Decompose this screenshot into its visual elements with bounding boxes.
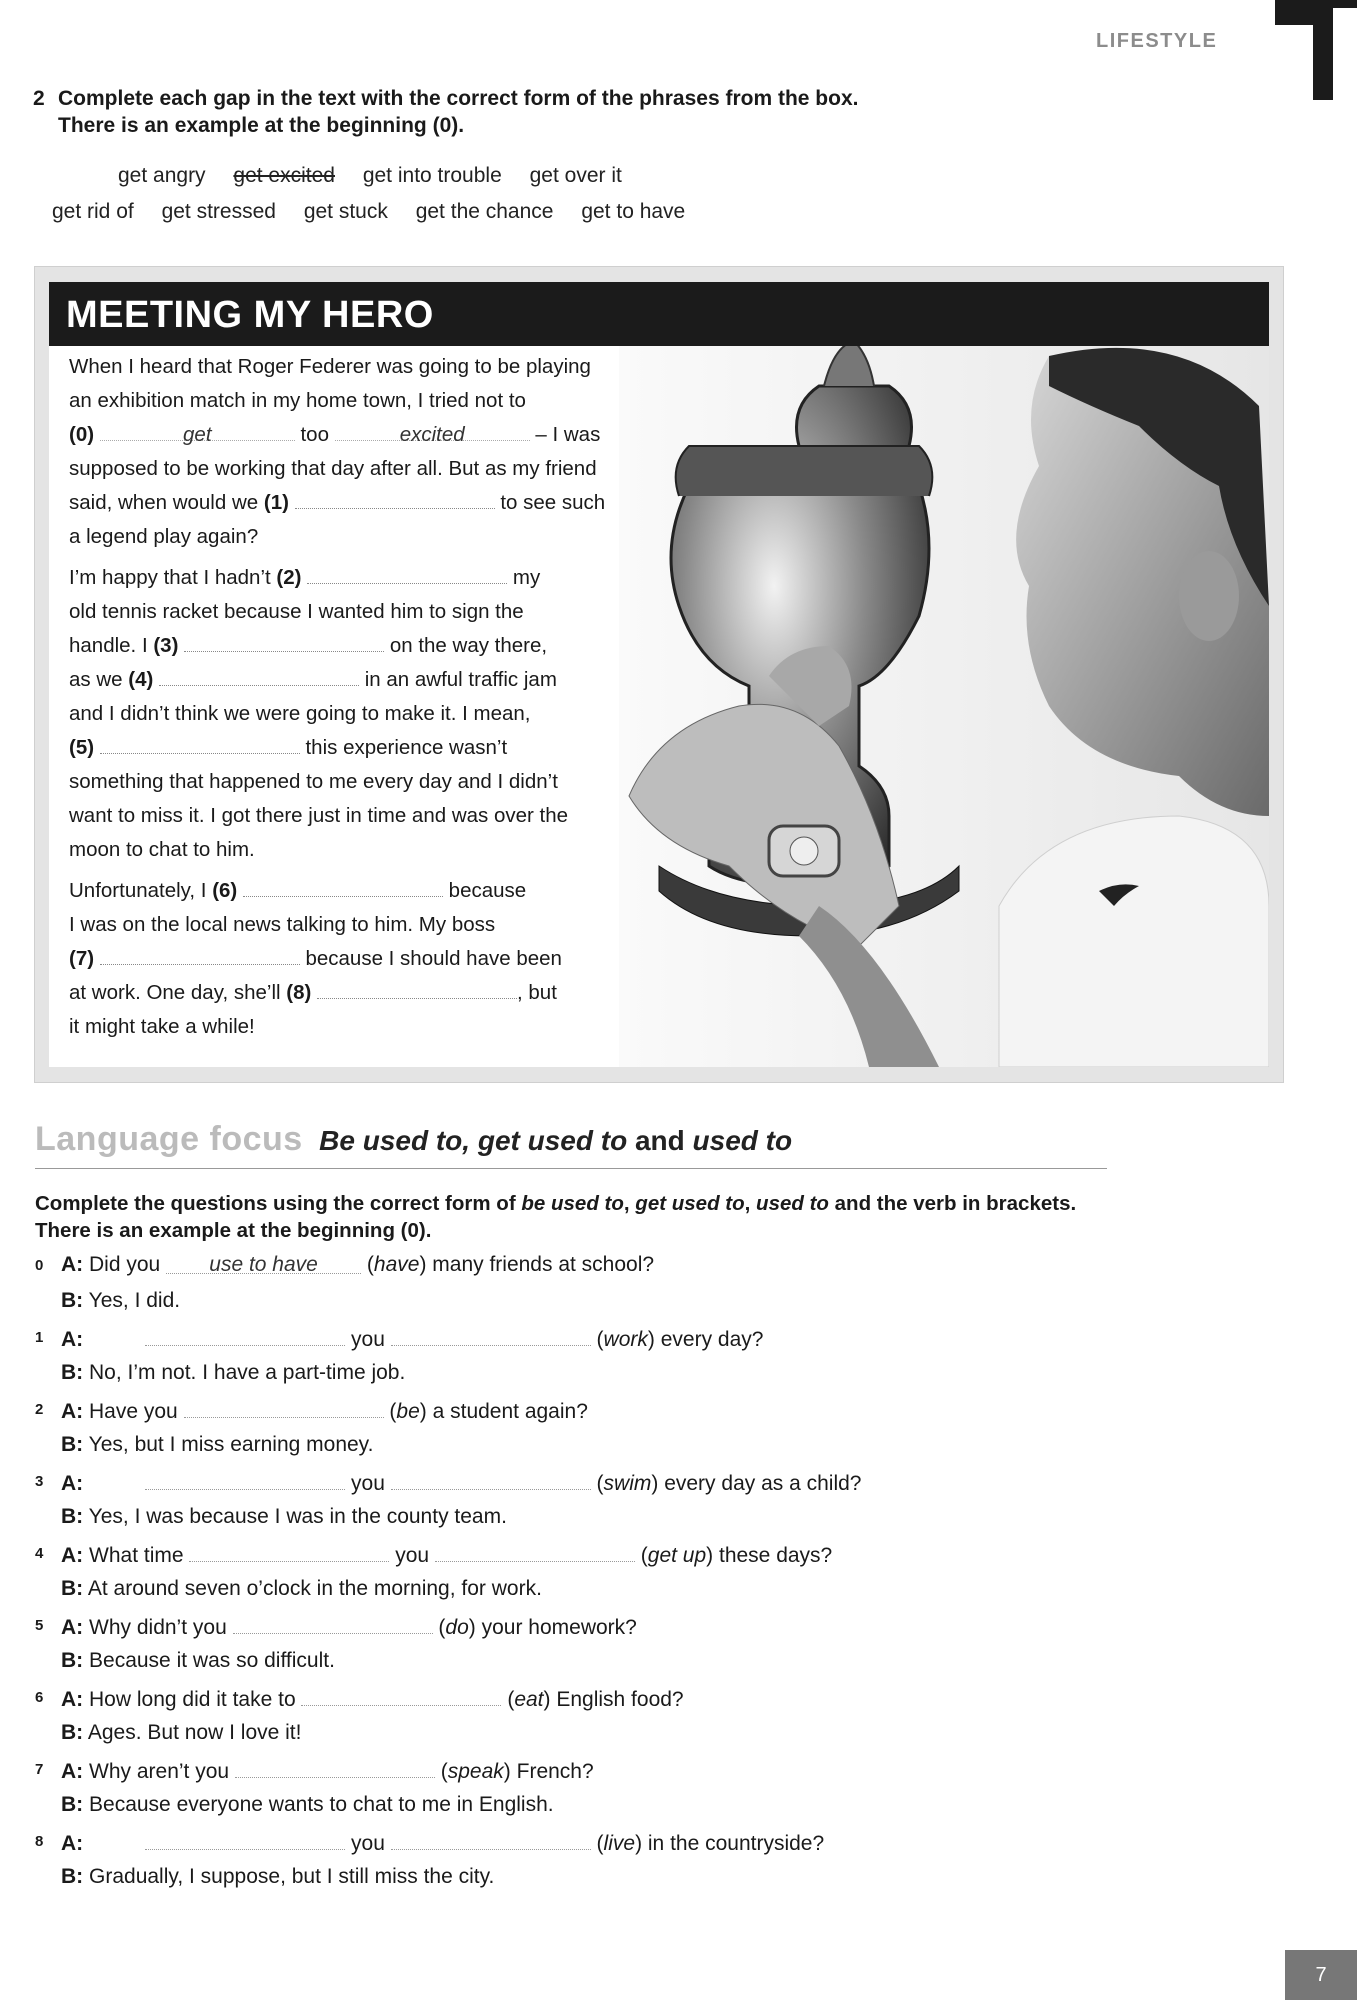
text: you bbox=[351, 1328, 385, 1351]
text: something that happened to me every day and I didn’t bbox=[69, 770, 558, 793]
section-label: LIFESTYLE bbox=[1096, 30, 1218, 52]
gap-0-example: excited bbox=[335, 418, 530, 441]
answer-blank[interactable] bbox=[435, 1541, 635, 1562]
question-item: 6 A: How long did it take to (eat) English food? B: Ages. But now I love it! bbox=[35, 1685, 1135, 1757]
language-focus-title bbox=[319, 1125, 792, 1156]
exercise-number: 2 bbox=[33, 87, 45, 110]
a-label: A: bbox=[61, 1832, 84, 1855]
title-part: Be used to, get used to bbox=[319, 1125, 628, 1156]
text: to see such bbox=[500, 491, 606, 514]
gap-6-blank[interactable] bbox=[243, 874, 443, 897]
text: handle. I bbox=[69, 634, 148, 657]
answer-blank[interactable] bbox=[235, 1757, 435, 1778]
text: Ages. But now I love it! bbox=[87, 1721, 302, 1744]
text: get used to bbox=[635, 1192, 745, 1215]
answer-blank[interactable] bbox=[301, 1685, 501, 1706]
language-focus-instruction: Complete the questions using the correct form of be used to, get used to, used to and the verb in brackets. There is an example at the beginning (0). bbox=[35, 1192, 1077, 1242]
phrase: get stuck bbox=[303, 200, 388, 223]
a-label: A: bbox=[61, 1472, 84, 1495]
verb: swim bbox=[603, 1472, 652, 1495]
text: this experience wasn’t bbox=[305, 736, 508, 759]
question-number: 1 bbox=[35, 1329, 44, 1346]
text: you bbox=[351, 1472, 385, 1495]
b-label: B: bbox=[61, 1865, 84, 1888]
text: Because everyone wants to chat to me in English. bbox=[89, 1793, 554, 1816]
text: How long did it take to bbox=[89, 1688, 296, 1711]
a-label: A: bbox=[61, 1616, 84, 1639]
answer-blank[interactable] bbox=[391, 1829, 591, 1850]
text: Why aren’t you bbox=[89, 1760, 230, 1783]
text: – I was bbox=[535, 423, 601, 446]
phrase: get into trouble bbox=[362, 164, 502, 187]
text: said, when would we bbox=[69, 491, 259, 514]
page-number: 7 bbox=[1285, 1950, 1357, 2000]
text: No, I’m not. I have a part-time job. bbox=[89, 1361, 406, 1384]
text: Yes, I was because I was in the county team. bbox=[88, 1505, 507, 1528]
text: at work. One day, she’ll bbox=[69, 981, 281, 1004]
example-answer: use to have bbox=[166, 1253, 361, 1274]
a-label: A: bbox=[61, 1400, 84, 1423]
text: Unfortunately, I bbox=[69, 879, 207, 902]
gap-number: (5) bbox=[69, 736, 95, 759]
text: as we bbox=[69, 668, 123, 691]
text: these days? bbox=[718, 1544, 833, 1567]
phrase: get to have bbox=[581, 200, 686, 223]
answer-blank[interactable] bbox=[391, 1325, 591, 1346]
gap-number: (3) bbox=[153, 634, 179, 657]
question-item: 4 A: What time you (get up) these days? B: At around seven o’clock in the morning, for work. bbox=[35, 1541, 1135, 1613]
verb: have bbox=[373, 1253, 420, 1276]
title-part: used to bbox=[692, 1125, 793, 1156]
text: every day? bbox=[660, 1328, 764, 1351]
b-label: B: bbox=[61, 1361, 84, 1384]
gap-number: (1) bbox=[263, 491, 289, 514]
instruction-line-1: Complete each gap in the text with the correct form of the phrases from the box. bbox=[58, 87, 859, 110]
question-item: 2 A: Have you (be) a student again? B: Yes, but I miss earning money. bbox=[35, 1397, 1135, 1469]
verb: do bbox=[445, 1616, 469, 1639]
a-label: A: bbox=[61, 1328, 84, 1351]
text: many friends at school? bbox=[432, 1253, 655, 1276]
gap-3-blank[interactable] bbox=[184, 629, 384, 652]
gap-number: (0) bbox=[69, 423, 95, 446]
text: When I heard that Roger Federer was going to be playing bbox=[69, 355, 591, 378]
exercise-2-instruction bbox=[33, 85, 1033, 139]
text: and I didn’t think we were going to make it. I mean, bbox=[69, 702, 531, 725]
question-item: 8 A: you (live) in the countryside? B: Gradually, I suppose, but I still miss the city. bbox=[35, 1829, 1135, 1901]
gap-number: (4) bbox=[128, 668, 154, 691]
trophy-kiss-photo bbox=[619, 346, 1269, 1067]
verb: work bbox=[603, 1328, 648, 1351]
phrase-box-row-1 bbox=[118, 164, 644, 188]
verb: be bbox=[396, 1400, 420, 1423]
divider bbox=[35, 1168, 1107, 1169]
answer-blank[interactable] bbox=[184, 1397, 384, 1418]
verb: eat bbox=[514, 1688, 544, 1711]
b-label: B: bbox=[61, 1577, 84, 1600]
b-label: B: bbox=[61, 1793, 84, 1816]
article-body bbox=[49, 346, 1269, 1067]
text: Did you bbox=[89, 1253, 161, 1276]
question-item: 5 A: Why didn’t you (do) your homework? B: Because it was so difficult. bbox=[35, 1613, 1135, 1685]
phrase: get angry bbox=[118, 164, 206, 187]
text: in an awful traffic jam bbox=[364, 668, 557, 691]
text: you bbox=[351, 1832, 385, 1855]
gap-number: (8) bbox=[286, 981, 312, 1004]
question-number: 0 bbox=[35, 1257, 44, 1274]
text: Complete the questions using the correct form of bbox=[35, 1192, 516, 1215]
verb: speak bbox=[447, 1760, 504, 1783]
b-label: B: bbox=[61, 1289, 84, 1312]
text: because I should have been bbox=[305, 947, 562, 970]
text: in the countryside? bbox=[647, 1832, 825, 1855]
question-item: 7 A: Why aren’t you (speak) French? B: Because everyone wants to chat to me in English. bbox=[35, 1757, 1135, 1829]
a-label: A: bbox=[61, 1544, 84, 1567]
text: because bbox=[448, 879, 527, 902]
text: I was on the local news talking to him. My boss bbox=[69, 913, 496, 936]
text: Because it was so difficult. bbox=[89, 1649, 335, 1672]
text: too bbox=[300, 423, 329, 446]
text: your homework? bbox=[481, 1616, 637, 1639]
a-label: A: bbox=[61, 1253, 84, 1276]
answer-blank[interactable] bbox=[145, 1829, 345, 1850]
article-title: MEETING MY HERO bbox=[66, 294, 434, 336]
svg-text:1: 1 bbox=[1345, 60, 1346, 61]
text: my bbox=[512, 566, 541, 589]
question-number: 7 bbox=[35, 1761, 44, 1778]
gap-0-example: get bbox=[100, 418, 295, 441]
article-panel bbox=[34, 266, 1284, 1083]
instruction-line-2: There is an example at the beginning (0). bbox=[58, 114, 465, 137]
answer-blank[interactable] bbox=[391, 1469, 591, 1490]
language-focus-label: Language focus bbox=[35, 1120, 303, 1158]
text: At around seven o’clock in the morning, for work. bbox=[87, 1577, 542, 1600]
answer-blank[interactable] bbox=[145, 1325, 345, 1346]
phrase-box-row-2 bbox=[52, 200, 707, 224]
question-number: 3 bbox=[35, 1473, 44, 1490]
text: on the way there, bbox=[389, 634, 548, 657]
text: Why didn’t you bbox=[89, 1616, 227, 1639]
text: Gradually, I suppose, but I still miss the city. bbox=[89, 1865, 495, 1888]
verb: live bbox=[603, 1832, 636, 1855]
gap-5-blank[interactable] bbox=[100, 731, 300, 754]
b-label: B: bbox=[61, 1721, 84, 1744]
question-item: 1 A: you (work) every day? B: No, I’m not. I have a part-time job. bbox=[35, 1325, 1135, 1397]
text: Yes, but I miss earning money. bbox=[88, 1433, 374, 1456]
text: Yes, I did. bbox=[88, 1289, 181, 1312]
answer-blank[interactable] bbox=[233, 1613, 433, 1634]
text: , but bbox=[517, 981, 557, 1004]
text: you bbox=[395, 1544, 430, 1567]
answer-blank[interactable] bbox=[189, 1541, 389, 1562]
a-label: A: bbox=[61, 1760, 84, 1783]
text: a student again? bbox=[432, 1400, 588, 1423]
phrase: get stressed bbox=[161, 200, 276, 223]
answer-blank[interactable] bbox=[145, 1469, 345, 1490]
gap-number: (7) bbox=[69, 947, 95, 970]
text: want to miss it. I got there just in time and was over the bbox=[69, 804, 569, 827]
text: it might take a while! bbox=[69, 1015, 255, 1038]
question-number: 2 bbox=[35, 1401, 44, 1418]
text: used to bbox=[756, 1192, 829, 1215]
text: be used to bbox=[521, 1192, 624, 1215]
text: What time bbox=[89, 1544, 184, 1567]
a-label: A: bbox=[61, 1688, 84, 1711]
question-item: 0 A: Did you use to have (have) many friends at school? B: Yes, I did. bbox=[35, 1253, 655, 1312]
verb: get up bbox=[647, 1544, 707, 1567]
gap-8-blank[interactable] bbox=[317, 976, 517, 999]
b-label: B: bbox=[61, 1649, 84, 1672]
text: an exhibition match in my home town, I tried not to bbox=[69, 389, 526, 412]
text: old tennis racket because I wanted him to sign the bbox=[69, 600, 524, 623]
text: a legend play again? bbox=[69, 525, 259, 548]
article-text bbox=[49, 346, 629, 1051]
b-label: B: bbox=[61, 1505, 84, 1528]
gap-2-blank[interactable] bbox=[307, 561, 507, 584]
article-header bbox=[49, 282, 1269, 346]
question-list bbox=[35, 1253, 1135, 1901]
phrase-example-struck: get excited bbox=[233, 164, 335, 187]
gap-7-blank[interactable] bbox=[100, 942, 300, 965]
b-label: B: bbox=[61, 1433, 84, 1456]
text: supposed to be working that day after all. But as my friend bbox=[69, 457, 597, 480]
gap-number: (2) bbox=[276, 566, 302, 589]
question-number: 8 bbox=[35, 1833, 44, 1850]
text: every day as a child? bbox=[664, 1472, 862, 1495]
question-number: 6 bbox=[35, 1689, 44, 1706]
gap-1-blank[interactable] bbox=[295, 486, 495, 509]
title-part: and bbox=[634, 1125, 685, 1156]
text: Have you bbox=[89, 1400, 178, 1423]
phrase: get rid of bbox=[52, 200, 134, 223]
gap-number: (6) bbox=[212, 879, 238, 902]
language-focus-heading bbox=[35, 1120, 792, 1159]
question-number: 5 bbox=[35, 1617, 44, 1634]
phrase: get over it bbox=[529, 164, 622, 187]
question-item: 3 A: you (swim) every day as a child? B: Yes, I was because I was in the county team. bbox=[35, 1469, 1135, 1541]
question-number: 4 bbox=[35, 1545, 44, 1562]
gap-4-blank[interactable] bbox=[159, 663, 359, 686]
text: I’m happy that I hadn’t bbox=[69, 566, 271, 589]
unit-number-badge bbox=[1275, 0, 1357, 100]
text: French? bbox=[516, 1760, 594, 1783]
text: and the verb in brackets. There is an example at the beginning (0). bbox=[35, 1192, 1077, 1242]
text: moon to chat to him. bbox=[69, 838, 255, 861]
text: English food? bbox=[556, 1688, 684, 1711]
phrase: get the chance bbox=[415, 200, 554, 223]
